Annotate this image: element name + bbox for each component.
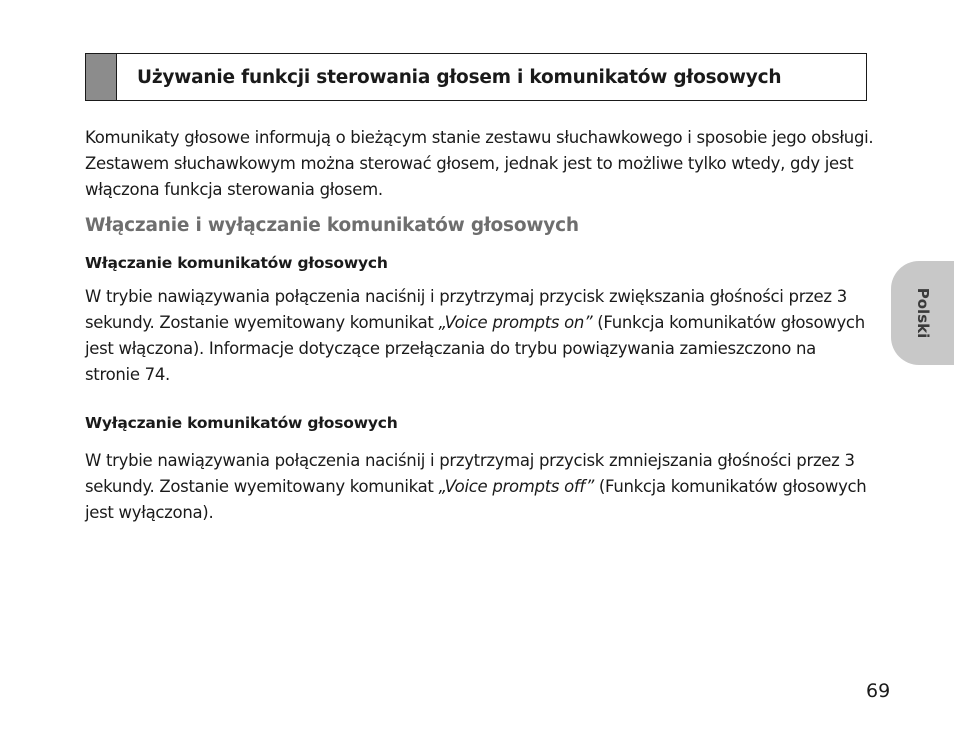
page-number: 69 [866, 680, 891, 702]
language-side-tab [891, 261, 954, 365]
disable-heading: Wyłączanie komunikatów głosowych [85, 414, 398, 432]
subsection-title: Włączanie i wyłączanie komunikatów głosowych [85, 215, 579, 236]
disable-text-after: (Funkcja komunikatów głosowych jest wyłączona). [85, 477, 867, 522]
header-marker-block [86, 54, 117, 100]
enable-text-after: (Funkcja komunikatów głosowych jest włączona). Informacje dotyczące przełączania do trybu powiązywania zamieszczono na stronie 74. [85, 313, 865, 384]
enable-paragraph [85, 284, 875, 388]
disable-quote: „Voice prompts off” [438, 477, 594, 496]
section-header [85, 53, 867, 101]
disable-paragraph [85, 448, 875, 526]
enable-quote: „Voice prompts on” [438, 313, 593, 332]
intro-paragraph: Komunikaty głosowe informują o bieżącym stanie zestawu słuchawkowego i sposobie jego obsługi. Zestawem słuchawkowym można sterować głosem, jednak jest to możliwe tylko wtedy, gdy jest włączona funkcja sterowania głosem. [85, 128, 874, 199]
section-title: Używanie funkcji sterowania głosem i komunikatów głosowych [137, 66, 782, 88]
enable-text-before: W trybie nawiązywania połączenia naciśnij i przytrzymaj przycisk zwiększania głośności przez 3 sekundy. Zostanie wyemitowany komunikat [85, 287, 847, 332]
language-label: Polski [913, 287, 932, 339]
disable-text-before: W trybie nawiązywania połączenia naciśnij i przytrzymaj przycisk zmniejszania głośności przez 3 sekundy. Zostanie wyemitowany komunikat [85, 451, 855, 496]
enable-heading: Włączanie komunikatów głosowych [85, 254, 388, 272]
